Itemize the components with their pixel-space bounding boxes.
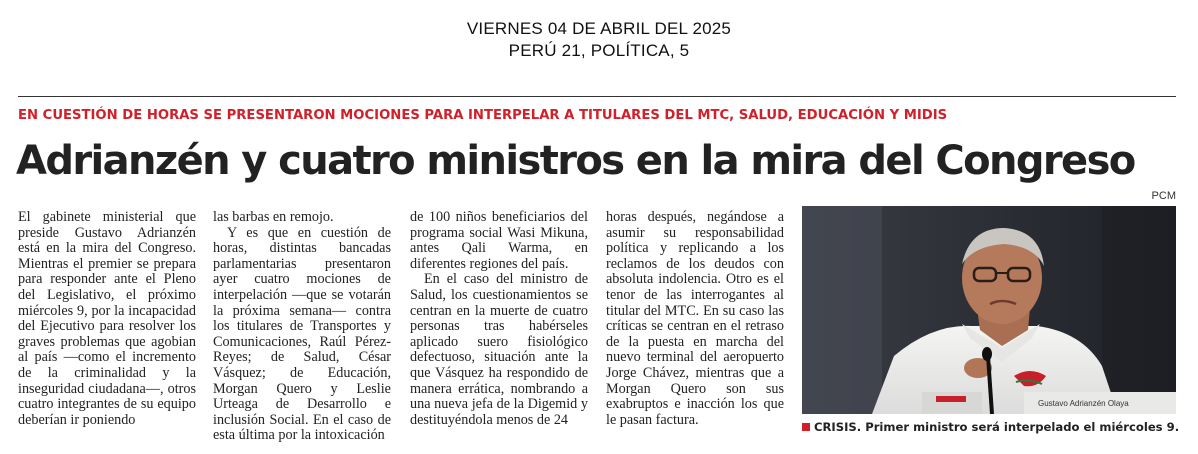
column-4 [606, 210, 784, 428]
column-1-paragraph-1: El gabinete ministerial que preside Gustavo Adrianzén está en la mira del Congreso. Mientras el premier se prepara para responder ante el Pleno del Legislativo, el próximo miércoles 9, por la incapacidad del Ejecutivo para resolver los graves problemas que agobian al país —como el incremento de la criminalidad y la inseguridad ciudadana—, otros cuatro integrantes de su equipo deberían ir poniendo [18, 209, 196, 428]
headline: Adrianzén y cuatro ministros en la mira del Congreso [16, 138, 1135, 184]
photo-caption [802, 420, 1180, 434]
top-rule [18, 96, 1176, 97]
column-2 [213, 210, 391, 444]
date-line: VIERNES 04 DE ABRIL DEL 2025 [466, 19, 732, 38]
column-2-paragraph-1: las barbas en remojo. [213, 209, 334, 225]
news-photo [802, 206, 1176, 414]
column-1 [18, 210, 196, 428]
caption-lead: CRISIS. [814, 420, 862, 434]
caption-text: Primer ministro será interpelado el miércoles 9. [865, 420, 1180, 434]
caption-marker [802, 423, 810, 431]
source-line: PERÚ 21, POLÍTICA, 5 [508, 41, 690, 60]
column-3-paragraph-1: de 100 niños beneficiarios del programa social Wasi Mikuna, antes Qali Warma, en diferentes regiones del país. [410, 209, 588, 272]
photo-credit: PCM [1151, 190, 1176, 202]
column-4-paragraph-1: horas después, negándose a asumir su responsabilidad política y replicando a los reclamos de los deudos con absoluta indolencia. Otro es el tenor de las interrogantes al titular del MTC. En su caso las críticas se centran en el retraso de la puesta en marcha del nuevo terminal del aeropuerto Jorge Chávez, mientras que a Morgan Quero son sus exabruptos e inacción los que le pasan factura. [606, 209, 784, 428]
column-3-paragraph-2: En el caso del ministro de Salud, los cuestionamientos se centran en la muerte de cuatro personas tras habérseles aplicado suero fisiológico defectuoso, situación ante la que Vásquez ha respondido de manera errática, nombrando a una nueva jefa de la Digemid y destituyéndola menos de 24 [410, 271, 588, 428]
kicker: EN CUESTIÓN DE HORAS SE PRESENTARON MOCIONES PARA INTERPELAR A TITULARES DEL MTC, SALUD, EDUCACIÓN Y MIDIS [18, 108, 948, 123]
column-2-paragraph-2: Y es que en cuestión de horas, distintas bancadas parlamentarias presentaron ayer cuatro mociones de interpelación —que se votarán la próxima semana— contra los titulares de Transportes y Comunicaciones, Raúl Pérez-Reyes; de Salud, César Vásquez; de Educación, Morgan Quero y Leslie Urteaga de Desarrollo e inclusión Social. En el caso de esta última por la intoxicación [213, 224, 391, 444]
nameplate-text: Gustavo Adrianzén Olaya [1038, 399, 1129, 408]
dateline [0, 18, 1198, 62]
column-3 [410, 210, 588, 428]
